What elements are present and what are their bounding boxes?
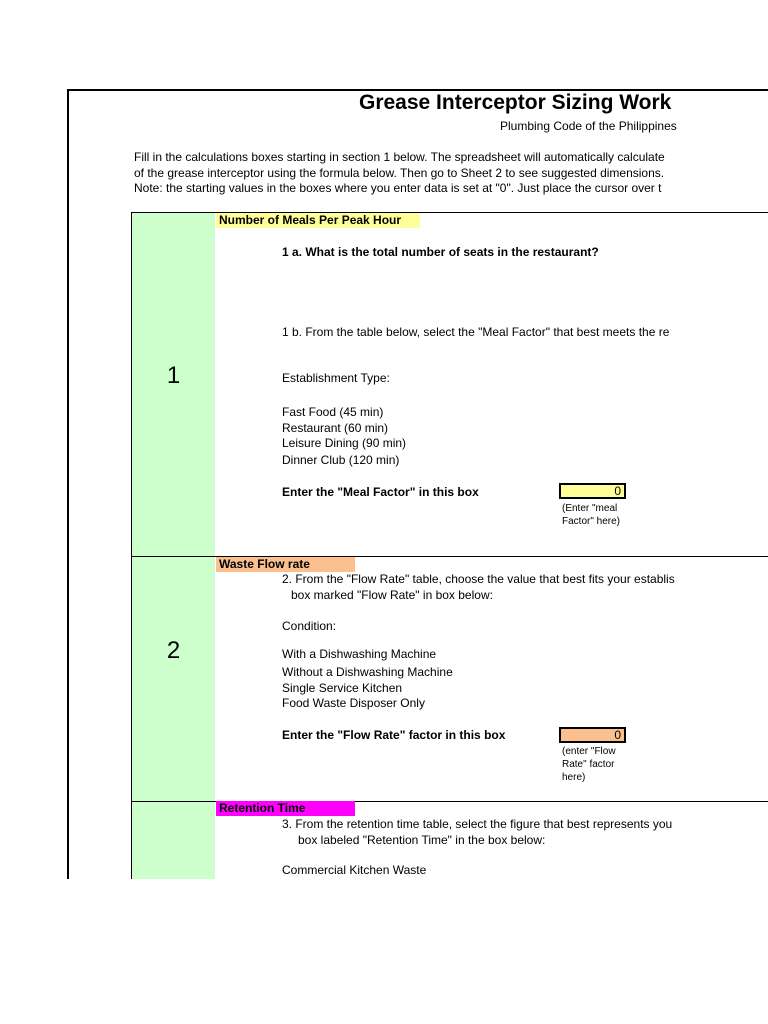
flow-rate-label: Enter the "Flow Rate" factor in this box bbox=[282, 728, 506, 742]
note-line: Factor" here) bbox=[562, 516, 621, 527]
meal-factor-input[interactable]: 0 bbox=[559, 483, 626, 499]
condition-option: Single Service Kitchen bbox=[282, 681, 403, 695]
establishment-option: Leisure Dining (90 min) bbox=[282, 436, 407, 450]
section-2-number-cell bbox=[132, 557, 215, 801]
question-1a: 1 a. What is the total number of seats in the restaurant? bbox=[282, 245, 599, 259]
section-3-heading: Retention Time bbox=[216, 801, 355, 816]
note-line: Rate" factor bbox=[562, 759, 615, 770]
note-line: (enter "Flow bbox=[562, 746, 616, 757]
kitchen-waste-label: Commercial Kitchen Waste bbox=[282, 863, 427, 877]
page-subtitle: Plumbing Code of the Philippines bbox=[500, 119, 677, 133]
section-3-number-cell bbox=[132, 802, 215, 879]
establishment-option: Fast Food (45 min) bbox=[282, 405, 384, 419]
condition-option: Food Waste Disposer Only bbox=[282, 696, 425, 710]
section-1-number: 1 bbox=[166, 362, 181, 389]
question-3-line-1: 3. From the retention time table, select the figure that best represents you bbox=[282, 817, 673, 831]
establishment-option: Restaurant (60 min) bbox=[282, 421, 389, 435]
question-3-line-2: box labeled "Retention Time" in the box below: bbox=[298, 833, 546, 847]
flow-rate-note bbox=[562, 745, 616, 784]
question-1b: 1 b. From the table below, select the "Meal Factor" that best meets the re bbox=[282, 325, 670, 339]
page-title: Grease Interceptor Sizing Work bbox=[359, 91, 672, 114]
intro-line-1: Fill in the calculations boxes starting in section 1 below. The spreadsheet will automatically calculate bbox=[134, 150, 665, 164]
section-1-heading: Number of Meals Per Peak Hour bbox=[216, 213, 420, 228]
question-2-line-1: 2. From the "Flow Rate" table, choose the value that best fits your establis bbox=[282, 572, 675, 586]
establishment-type-label: Establishment Type: bbox=[282, 371, 390, 385]
flow-rate-input[interactable]: 0 bbox=[559, 727, 626, 743]
frame-left-border bbox=[67, 89, 69, 879]
question-2-line-2: box marked "Flow Rate" in box below: bbox=[291, 588, 493, 602]
note-line: here) bbox=[562, 772, 586, 783]
meal-factor-label: Enter the "Meal Factor" in this box bbox=[282, 485, 479, 499]
condition-option: With a Dishwashing Machine bbox=[282, 647, 437, 661]
section-2-heading: Waste Flow rate bbox=[216, 557, 355, 572]
note-line: (Enter "meal bbox=[562, 503, 618, 514]
intro-line-2: of the grease interceptor using the formula below. Then go to Sheet 2 to see suggested dimensions. bbox=[134, 166, 665, 180]
condition-label: Condition: bbox=[282, 619, 337, 633]
meal-factor-note bbox=[562, 502, 620, 528]
condition-option: Without a Dishwashing Machine bbox=[282, 665, 453, 679]
establishment-option: Dinner Club (120 min) bbox=[282, 453, 400, 467]
intro-line-3: Note: the starting values in the boxes where you enter data is set at "0". Just place the cursor over t bbox=[134, 181, 662, 195]
section-2-number: 2 bbox=[166, 637, 181, 664]
